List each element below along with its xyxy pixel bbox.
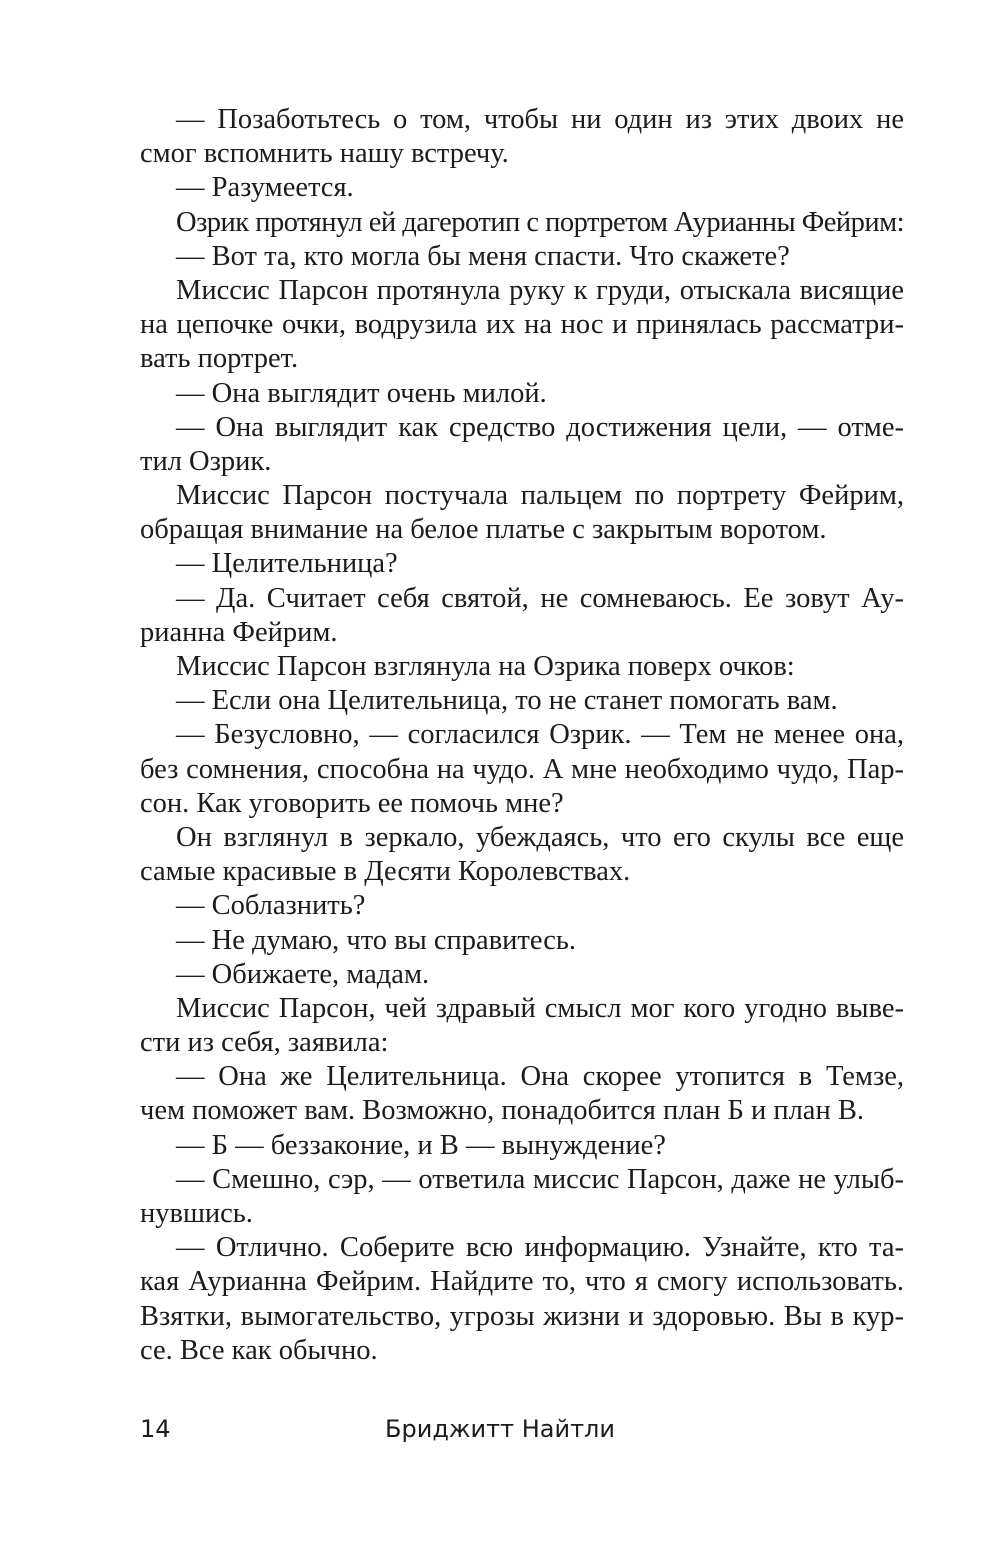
text-line: Озрик протянул ей дагеротип с портретом Аурианны Фейрим: xyxy=(176,206,904,238)
text-line: чем поможет вам. Возможно, понадобится план Б и план В. xyxy=(140,1095,864,1127)
text-line: сон. Как уговорить ее помочь мне? xyxy=(140,787,564,819)
text-line: на цепочке очки, водрузила их на нос и принялась рассматри- xyxy=(140,309,904,341)
text-line: нувшись. xyxy=(140,1198,253,1229)
text-line: Миссис Парсон взглянула на Озрика поверх очков: xyxy=(176,651,795,682)
text-line: рианна Фейрим. xyxy=(140,616,338,648)
text-line: — Обижаете, мадам. xyxy=(176,958,430,990)
text-line: — Если она Целительница, то не станет помогать вам. xyxy=(176,685,838,717)
text-line: тил Озрик. xyxy=(140,445,272,477)
text-line: смог вспомнить нашу встречу. xyxy=(140,138,509,170)
text-line: — Безусловно, — согласился Озрик. — Тем не менее она, xyxy=(176,719,904,751)
text-line: се. Все как обычно. xyxy=(140,1334,378,1366)
text-line: кая Аурианна Фейрим. Найдите то, что я смогу использовать. xyxy=(140,1266,904,1298)
text-line: — Разумеется. xyxy=(176,172,354,204)
book-text xyxy=(140,103,904,1368)
text-line: без сомнения, способна на чудо. А мне необходимо чудо, Пар- xyxy=(140,753,904,785)
text-line: — Она выглядит как средство достижения цели, — отме- xyxy=(176,411,904,443)
text-line: — Позаботьтесь о том, чтобы ни один из этих двоих не xyxy=(176,104,904,135)
text-line: Взятки, вымогательство, угрозы жизни и здоровью. Вы в кур- xyxy=(140,1300,904,1332)
text-line: — Соблазнить? xyxy=(176,890,366,922)
text-line: Миссис Парсон постучала пальцем по портрету Фейрим, xyxy=(176,480,904,512)
page-number: 14 xyxy=(140,1415,171,1443)
text-line: Миссис Парсон протянула руку к груди, отыскала висящие xyxy=(176,274,904,306)
text-line: — Отлично. Соберите всю информацию. Узнайте, кто та- xyxy=(176,1232,904,1264)
text-line: — Целительница? xyxy=(176,548,398,580)
text-line: самые красивые в Десяти Королевствах. xyxy=(140,856,631,888)
running-footer-author: Бриджитт Найтли xyxy=(385,1415,615,1443)
text-line: обращая внимание на белое платье с закрытым воротом. xyxy=(140,514,827,546)
text-line: Миссис Парсон, чей здравый смысл мог кого угодно выве- xyxy=(176,992,904,1024)
text-line: Он взглянул в зеркало, убеждаясь, что его скулы все еще xyxy=(176,821,904,853)
text-line: — Смешно, сэр, — ответила миссис Парсон, даже не улыб- xyxy=(176,1163,904,1195)
text-line: — Она выглядит очень милой. xyxy=(176,377,547,409)
text-line: — Вот та, кто могла бы меня спасти. Что скажете? xyxy=(176,240,790,272)
text-line: сти из себя, заявила: xyxy=(140,1027,389,1059)
text-line: — Она же Целительница. Она скорее утопится в Темзе, xyxy=(176,1061,904,1093)
text-line: — Не думаю, что вы справитесь. xyxy=(176,924,577,956)
text-line: вать портрет. xyxy=(140,343,299,375)
text-line: — Б — беззаконие, и В — вынуждение? xyxy=(176,1129,666,1161)
text-line: — Да. Считает себя святой, не сомневаюсь. Ее зовут Ау- xyxy=(176,582,904,614)
